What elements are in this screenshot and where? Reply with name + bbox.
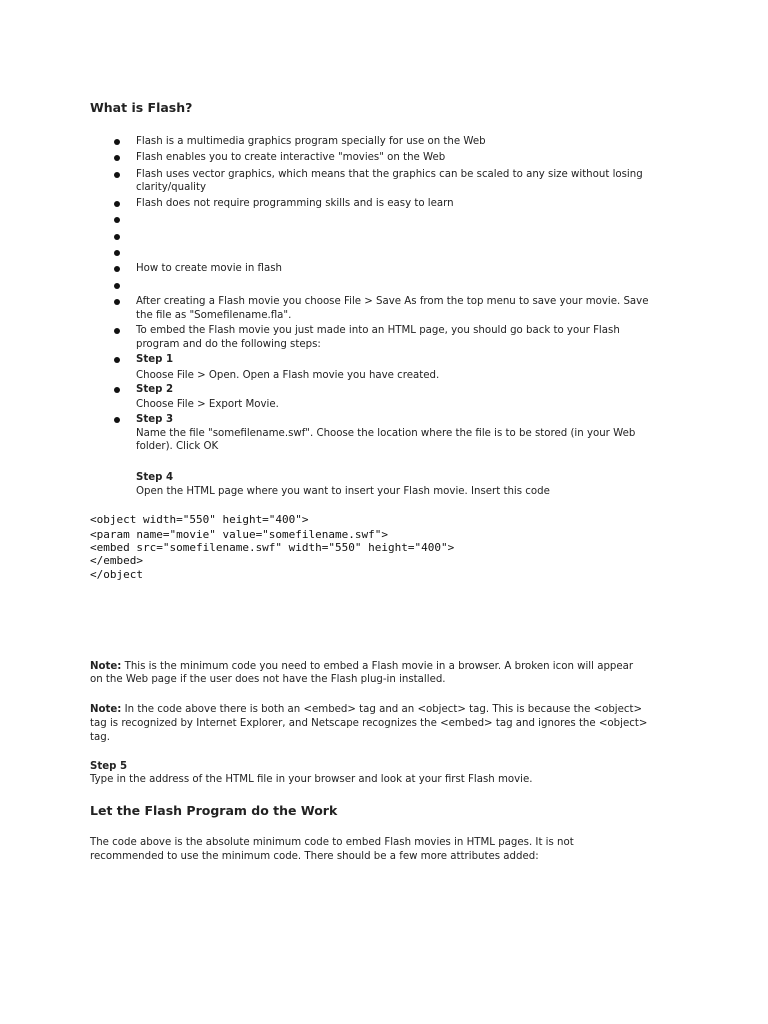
step-title: Step 2 [136,384,174,395]
bullet-icon [114,155,120,161]
step-text: Name the file "somefilename.swf". Choose the location where the file is to be stored (in your Web [136,428,636,439]
note-text: This is the minimum code you need to embed a Flash movie in a browser. A broken icon will appear [121,661,634,672]
bullet-icon [114,234,120,240]
list-item: Flash does not require programming skills and is easy to learn [136,198,454,209]
paragraph-line: The code above is the absolute minimum code to embed Flash movies in HTML pages. It is not [90,837,574,848]
list-item-continued: clarity/quality [136,182,206,193]
bullet-icon [114,172,120,178]
bullet-icon [114,328,120,334]
paragraph-line: recommended to use the minimum code. There should be a few more attributes added: [90,851,539,862]
bullet-icon [114,387,120,393]
bullet-icon [114,217,120,223]
list-item: How to create movie in flash [136,263,282,274]
list-item: Flash enables you to create interactive "movies" on the Web [136,152,446,163]
bullet-icon [114,417,120,423]
bullet-icon [114,139,120,145]
step-text-continued: folder). Click OK [136,441,219,452]
step-text: Choose File > Open. Open a Flash movie you have created. [136,370,440,381]
bullet-icon [114,250,120,256]
list-item: Flash uses vector graphics, which means that the graphics can be scaled to any size without losing [136,169,643,180]
bullet-icon [114,201,120,207]
note-2-continued: tag is recognized by Internet Explorer, and Netscape recognizes the <embed> tag and ignores the <object> [90,718,648,729]
section-heading: Let the Flash Program do the Work [90,803,338,818]
bullet-icon [114,266,120,272]
note-label: Note: [90,704,122,715]
code-line: <embed src="somefilename.swf" width="550" height="400"> [90,541,455,554]
bullet-icon [114,283,120,289]
list-item-continued: the file as "Somefilename.fla". [136,310,292,321]
bullet-icon [114,357,120,363]
note-1-continued: on the Web page if the user does not have the Flash plug-in installed. [90,674,446,685]
list-item: Flash is a multimedia graphics program specially for use on the Web [136,136,486,147]
page-heading: What is Flash? [90,100,193,115]
code-line: </embed> [90,554,143,567]
step-4-text: Open the HTML page where you want to insert your Flash movie. Insert this code [136,486,550,497]
code-line: <param name="movie" value="somefilename.swf"> [90,528,389,541]
code-line: </object [90,568,143,581]
bullet-icon [114,299,120,305]
code-line: <object width="550" height="400"> [90,513,309,526]
list-item: After creating a Flash movie you choose File > Save As from the top menu to save your movie. Save [136,296,649,307]
note-label: Note: [90,661,122,672]
step-title: Step 1 [136,354,174,365]
list-item-continued: program and do the following steps: [136,339,321,350]
step-text: Choose File > Export Movie. [136,399,279,410]
step-5-text: Type in the address of the HTML file in your browser and look at your first Flash movie. [90,774,533,785]
step-5-title: Step 5 [90,761,128,772]
note-text: In the code above there is both an <embed> tag and an <object> tag. This is because the <object> [121,704,643,715]
step-4-title: Step 4 [136,472,174,483]
note-2-continued: tag. [90,732,110,743]
step-title: Step 3 [136,414,174,425]
list-item: To embed the Flash movie you just made into an HTML page, you should go back to your Flash [136,325,620,336]
note-1 [90,660,633,673]
note-2 [90,703,642,716]
